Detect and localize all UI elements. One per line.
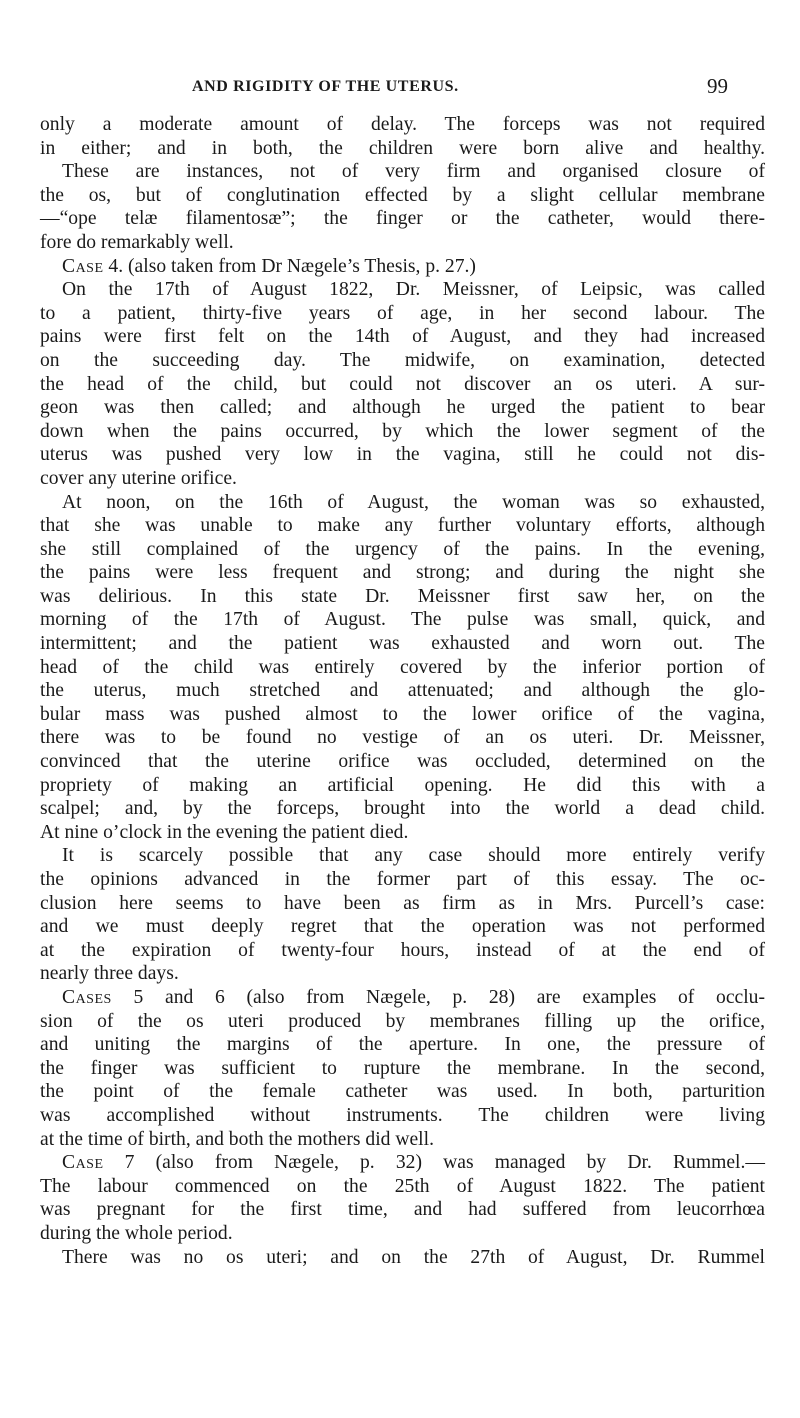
text-line: the point of the female catheter was used. In both, parturition bbox=[40, 1081, 765, 1103]
text-line: she still complained of the urgency of the pains. In the evening, bbox=[40, 538, 765, 560]
running-head-title: AND RIGIDITY OF THE UTERUS. bbox=[192, 78, 459, 95]
text-line: —“ope telæ filamentosæ”; the finger or the catheter, would there- bbox=[40, 208, 765, 230]
text-line: to a patient, thirty-five years of age, in her second labour. The bbox=[40, 302, 765, 324]
text-line: morning of the 17th of August. The pulse was small, quick, and bbox=[40, 609, 765, 631]
text-line: the opinions advanced in the former part of this essay. The oc- bbox=[40, 869, 765, 890]
text-line: the uterus, much stretched and attenuated; and although the glo- bbox=[40, 680, 765, 702]
text-line: scalpel; and, by the forceps, brought into the world a dead child. bbox=[40, 798, 765, 820]
text-line: The labour commenced on the 25th of August 1822. The patient bbox=[40, 1175, 765, 1197]
text-line: and uniting the margins of the aperture. In one, the pressure of bbox=[40, 1034, 765, 1056]
text-line bbox=[40, 986, 765, 1010]
text-line bbox=[40, 255, 765, 279]
text-line: geon was then called; and although he urged the patient to bear bbox=[40, 397, 765, 419]
line-text: 5 and 6 (also from Nægele, p. 28) are examples of occlu- bbox=[111, 986, 765, 1008]
case-label: Case bbox=[62, 255, 104, 277]
text-line: was delirious. In this state Dr. Meissner first saw her, on the bbox=[40, 585, 765, 607]
text-line: intermittent; and the patient was exhausted and worn out. The bbox=[40, 633, 765, 655]
text-line: cover any uterine orifice. bbox=[40, 467, 237, 489]
text-line bbox=[40, 1151, 765, 1175]
page-number: 99 bbox=[707, 74, 728, 98]
body-text bbox=[40, 113, 765, 1269]
text-line: sion of the os uteri produced by membranes filling up the orifice, bbox=[40, 1010, 765, 1032]
text-line: On the 17th of August 1822, Dr. Meissner, of Leipsic, was called bbox=[62, 279, 765, 301]
text-line: bular mass was pushed almost to the lower orifice of the vagina, bbox=[40, 703, 765, 725]
text-line: the pains were less frequent and strong; and during the night she bbox=[40, 562, 765, 584]
text-line: in either; and in both, the children were born alive and healthy. bbox=[40, 137, 765, 159]
text-line: the finger was sufficient to rupture the membrane. In the second, bbox=[40, 1057, 765, 1079]
text-line: was pregnant for the first time, and had suffered from leucorrhœa bbox=[40, 1199, 765, 1221]
text-line: and we must deeply regret that the operation was not performed bbox=[40, 916, 765, 938]
text-line: fore do remarkably well. bbox=[40, 231, 234, 253]
case-label: Cases bbox=[62, 986, 112, 1008]
text-line: At nine o’clock in the evening the patient died. bbox=[40, 821, 409, 843]
text-line: the os, but of conglutination effected by a slight cellular membrane bbox=[40, 184, 765, 206]
text-line: head of the child was entirely covered by the inferior portion of bbox=[40, 656, 765, 678]
text-line: clusion here seems to have been as firm as in Mrs. Purcell’s case: bbox=[40, 892, 765, 914]
text-line: was accomplished without instruments. The children were living bbox=[40, 1104, 765, 1126]
text-line: nearly three days. bbox=[40, 963, 179, 985]
text-line: At noon, on the 16th of August, the woman was so exhausted, bbox=[62, 491, 765, 513]
text-line: pains were first felt on the 14th of August, and they had increased bbox=[40, 326, 765, 348]
text-line: at the expiration of twenty-four hours, instead of at the end of bbox=[40, 939, 765, 961]
text-line: convinced that the uterine orifice was occluded, determined on the bbox=[40, 751, 765, 773]
text-line: uterus was pushed very low in the vagina, still he could not dis- bbox=[40, 444, 765, 466]
text-line: down when the pains occurred, by which the lower segment of the bbox=[40, 420, 765, 442]
text-line: on the succeeding day. The midwife, on examination, detected bbox=[40, 349, 765, 371]
text-line: that she was unable to make any further voluntary efforts, although bbox=[40, 515, 765, 537]
text-line: the head of the child, but could not discover an os uteri. A sur- bbox=[40, 373, 765, 395]
case-label: Case bbox=[62, 1152, 104, 1174]
text-line: It is scarcely possible that any case should more entirely verify bbox=[62, 845, 765, 867]
running-head bbox=[0, 74, 800, 102]
text-line: there was to be found no vestige of an os uteri. Dr. Meissner, bbox=[40, 727, 765, 749]
line-text: 7 (also from Nægele, p. 32) was managed by Dr. Rummel.— bbox=[103, 1152, 765, 1174]
text-line: propriety of making an artificial opening. He did this with a bbox=[40, 774, 765, 796]
line-text: 4. (also taken from Dr Nægele’s Thesis, p. 27.) bbox=[103, 255, 476, 277]
text-line: There was no os uteri; and on the 27th of August, Dr. Rummel bbox=[62, 1246, 765, 1268]
text-line: at the time of birth, and both the mothers did well. bbox=[40, 1128, 434, 1150]
text-line: only a moderate amount of delay. The forceps was not required bbox=[40, 114, 765, 135]
text-line: These are instances, not of very firm and organised closure of bbox=[62, 161, 765, 183]
text-line: during the whole period. bbox=[40, 1222, 233, 1244]
